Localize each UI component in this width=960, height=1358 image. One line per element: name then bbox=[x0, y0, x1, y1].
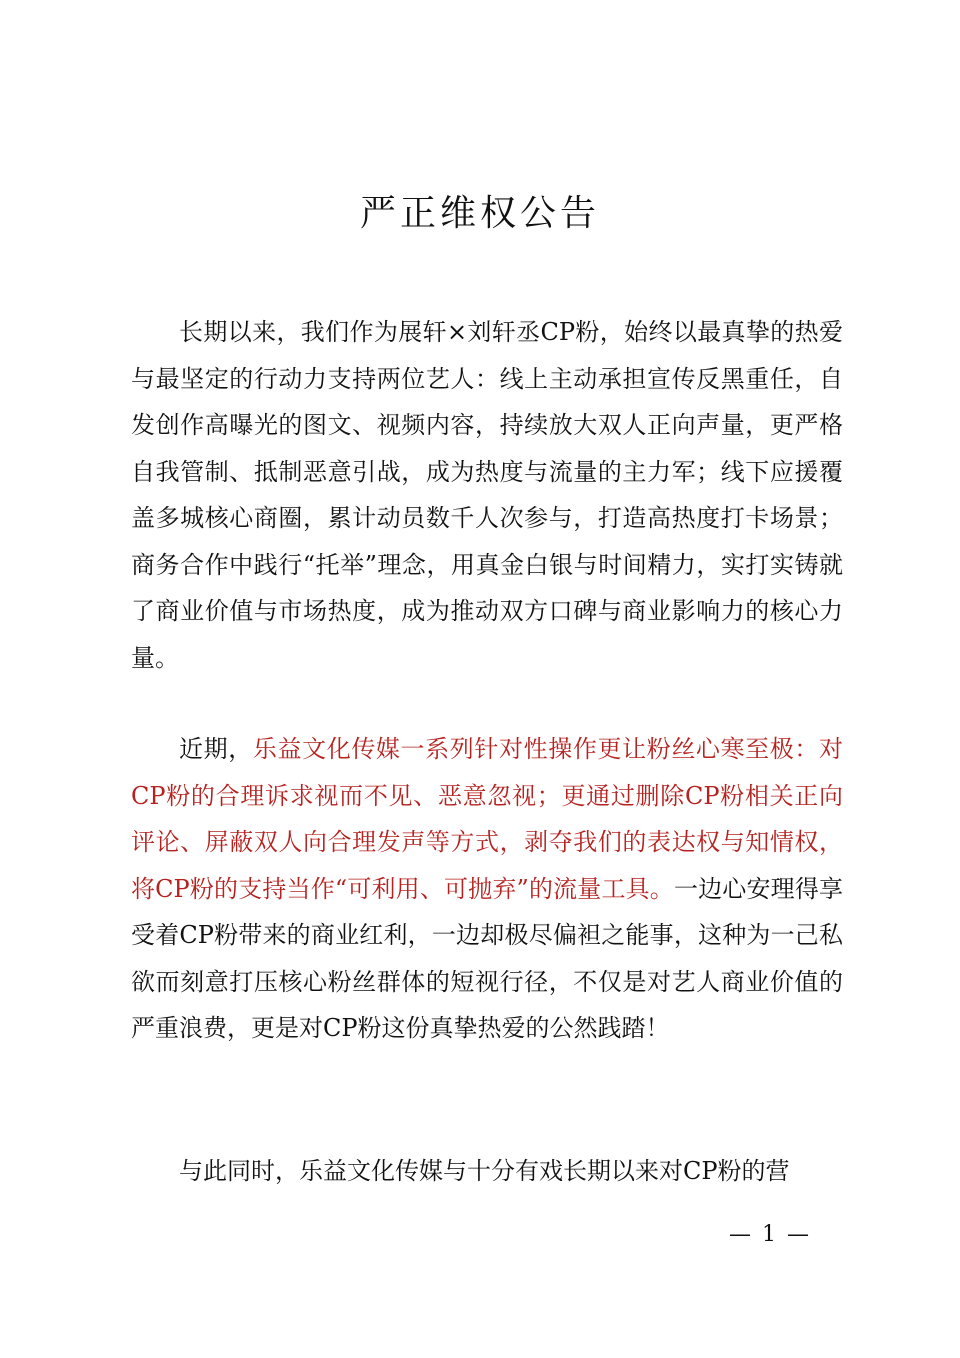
paragraph-2 bbox=[131, 726, 843, 1052]
notice-title: 严正维权公告 bbox=[359, 193, 600, 234]
paragraph-1: 长期以来，我们作为展轩×刘轩丞CP粉，始终以最真挚的热爱与最坚定的行动力支持两位艺人：线上主动承担宣传反黑重任，自发创作高曝光的图文、视频内容，持续放大双人正向声量，更严格自我管制、抵制恶意引战，成为热度与流量的主力军；线下应援覆盖多城核心商圈，累计动员数千人次参与，打造高热度打卡场景；商务合作中践行“托举”理念，用真金白银与时间精力，实打实铸就了商业价值与市场热度，成为推动双方口碑与商业影响力的核心力量。 bbox=[131, 318, 843, 672]
paragraph-2-lead: 近期， bbox=[179, 735, 253, 763]
page-number: — 1 — bbox=[729, 1222, 811, 1247]
paragraph-3: 与此同时，乐益文化传媒与十分有戏长期以来对CP粉的营 bbox=[179, 1157, 790, 1185]
paragraph-2-rest: 一边心安理得享受着CP粉带来的商业红利，一边却极尽偏袒之能事，这种为一己私欲而刻意打压核心粉丝群体的短视行径，不仅是对艺人商业价值的严重浪费，更是对CP粉这份真挚热爱的公然践踏！ bbox=[131, 874, 843, 1042]
paragraph-2-highlight: 乐益文化传媒一系列针对性操作更让粉丝心寒至极：对CP粉的合理诉求视而不见、恶意忽视；更通过删除CP粉相关正向评论、屏蔽双人向合理发声等方式，剥夺我们的表达权与知情权，将CP粉的支持当作“可利用、可抛弃”的流量工具。 bbox=[131, 735, 844, 903]
